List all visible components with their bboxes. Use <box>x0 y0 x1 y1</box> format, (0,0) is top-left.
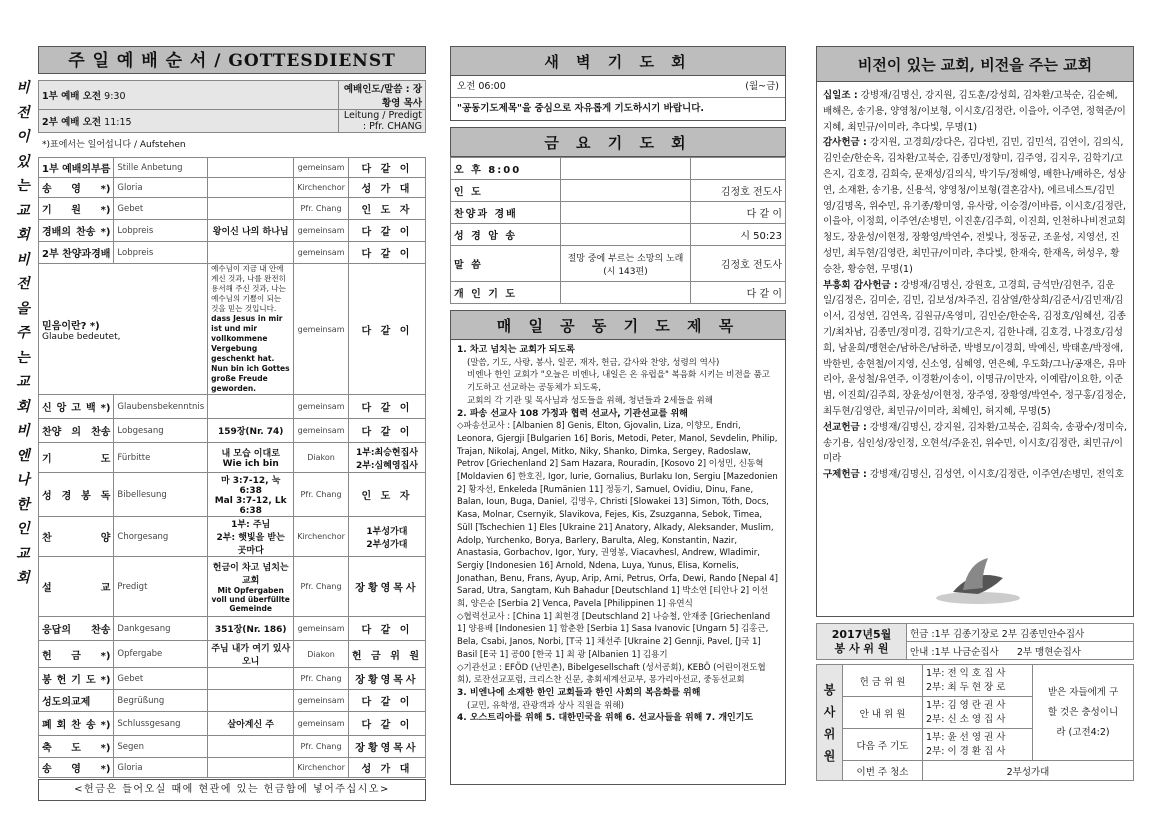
order-row <box>39 617 426 641</box>
friday-table <box>450 157 786 304</box>
order-de: Glaubensbekenntnis <box>114 395 208 419</box>
order-de: Dankgesang <box>114 617 208 641</box>
offering-notice: <헌금은 들어오실 때에 현관에 있는 헌금함에 넣어주십시오> <box>38 779 426 801</box>
order-who: gemeinsam <box>294 617 349 641</box>
order-person: 다 같 이 <box>348 712 425 736</box>
faith-text: 예수님이 지금 내 안에 계신 것과, 나를 완전히 용서해 주신 것과, 나는 예수님의 기쁨이 되는 것을 믿는 것입니다. dass Jesus in mir ist und mir vollkommene Vergebung geschenkt hat. Nun bin ich Gottes große Freude geworden. <box>208 264 294 395</box>
order-content <box>208 736 294 758</box>
order-name: 찬 양 <box>39 517 114 557</box>
worship-order <box>38 46 426 801</box>
motto-char: 교 <box>16 545 30 562</box>
order-de: Gebet <box>114 668 208 690</box>
order-table <box>38 157 426 778</box>
order-row <box>39 242 426 264</box>
order-row <box>39 220 426 242</box>
motto-char: 는 <box>16 178 30 194</box>
order-who: Pfr. Chang <box>294 198 349 220</box>
order-who: Diakon <box>294 641 349 668</box>
order-who: gemeinsam <box>294 242 349 264</box>
service-side-label: 봉 사 위 원 <box>817 665 843 781</box>
friday-person <box>691 158 786 180</box>
order-row <box>39 668 426 690</box>
order-who: Pfr. Chang <box>294 668 349 690</box>
order-content <box>208 198 294 220</box>
order-content: 내 모습 이대로 Wie ich bin <box>208 443 294 473</box>
order-de: Stille Anbetung <box>114 158 208 178</box>
motto-char: 한 <box>16 496 30 513</box>
order-name: 1부 예배의부름 <box>39 158 114 178</box>
order-de: Chorgesang <box>114 517 208 557</box>
order-person: 장황영목사 <box>348 736 425 758</box>
order-content <box>208 178 294 198</box>
friday-label: 성 경 암 송 <box>451 224 561 246</box>
order-person: 인 도 자 <box>348 473 425 517</box>
order-person: 성 가 대 <box>348 758 425 778</box>
order-name: 기 도 <box>39 443 114 473</box>
order-content <box>208 668 294 690</box>
prayer-list: 1. 차고 넘치는 교회가 되도록 (말씀, 기도, 사랑, 봉사, 일꾼, 재자, 헌금, 감사와 찬양, 성령의 역사) 비엔나 한인 교회가 "오늘은 비엔나, 내일은 온 유럽을" 복음화 시키는 비전을 품고 기도하고 선교하는 공동체가 되도록, 교회의 각 기관 및 목사님과 성도들을 위해, 청년들과 2세들을 위해 2. 파송 선교사 108 가정과 협력 선교사, 기관선교를 위해 ◇파송선교사 : [Albanien 8] Genis, Elton, Gjovalin, Liza, 이향모, Endri, Leonora, Gjergji [Bulgarien 16] Boris, Metodi, Peter, Manol, Sevdelin, Philip, Trajan, Nikolaj, Angel, Mitko, Niky, Shanko, Dimka, Sergey, Radoslaw, Petrov [Griechenland 2] Sam Hazara, Rouradin, [Kosovo 2] 이성민, 신동혁 [Moldavien 6] 한호진, Igor, lurie, Gornalius, Burlaku Ion, Sergiu [Mazedonien 2] 황자선, Enkeleda [Rumänien 11] 정동기, Samuel, Ovidiu, Dinu, Fane, Balan, Ioun, Buga, Daniel, 김명우, Christi [Slowakei 13] Simon, Tóth, Docs, Kasa, Molnar, Csernyik, Slavikova, Fejes, Kis, Zsuzganna, Sebok, Timea, Süll [Tschechien 1] Eles [Ukraine 21] Anatory, Alkady, Aleksander, Muslim, Adolp, Yurchenko, Borya, Barlery, Barulta, Aleg, Konstantin, Nazir, Anastasia, Gorbachov, Igor, Yury, 권영봉, Viacavhesl, Andrew, Wladimir, Sergiy [Indonesien 16] Arnold, Ndena, Luya, Yunus, Elisa, Kornelis, Jonathan, Benu, Frans, Ayup, Arip, Arni, Petrus, Orfa, Dewi, Rando [Nepal 4] Sarad, Utra, Sangtam, Kuh Bahadur [Deutschland 1] 박소연 [티안나 2] 이선희, 양은순 [Serbia 2] Venca, Pavela [Philippinen 1] 유연식 ◇협력선교사 : [China 1] 최현경 [Deutschland 2] 나승철, 안재중 [Griechenland 1] 양용배 [Indonesien 1] 함춘환 [Serbia 1] Sasa Ivanovic [Ungarn 5] 김홍근, Bela, Csabi, Janos, Norbi, [T국 1] 채선주 [Ukraine 2] Gennji, Pavel, [J국 1] Basil [E국 1] 공00 [한국 1] 최 광 [Albanien 1] 김용기 ◇기관선교 : EFÖD (난민촌), Bibelgesellschaft (성서공회), KEBÖ (어린이전도협회), 로잔선교포럼, 크리스찬 신문, 총회세계선교부, 몽가리아선교, 중동선교회 3. 비엔나에 소재한 한인 교회들과 한인 사회의 복음화를 위해 (교민, 유학생, 관광객과 상사 직원을 위해) 4. 오스트리아를 위해 5. 대한민국을 위해 6. 선교사들을 위해 7. 개인기도 <box>450 340 786 785</box>
service-verse: 받은 자들에게 구할 것은 충성이니라 (고전4:2) <box>1033 665 1134 761</box>
order-de: Schlussgesang <box>114 712 208 736</box>
offering-list: 십일조 : 강병재/김명신, 강지원, 김도훈/강성희, 김차환/고북순, 김순혜, 배해은, 송기용, 양영청/이보형, 이시호/김정란, 이을아, 이주연, 정혁준/이지혜, 최민규/이미라, 추다빛, 무명(1) 감사헌금 : 강지원, 고경희/강다은, 김다빈, 김민, 김민석, 김연이, 김의식, 김인순/한순옥, 김차환/고북순, 김종민/정향미, 김주영, 김지우, 김학기/고은지, 김호경, 김희숙, 문채성/김의식, 박기두/정해영, 배한나/배하은, 성상연, 소재환, 송기용, 신용석, 양영청/이보형(결혼감사), 에르네스트/김민영/김명옥, 위수민, 유기종/황미영, 유사랑, 이승경/이바름, 이시호/김정란, 이을아, 이정희, 이주연/손병민, 이진훈/김주희, 이진희, 인천하나비전교회청도, 장윤성/이현정, 장황영/박연수, 전빛나, 정동균, 조윤성, 지영선, 진성민, 최두현/김영란, 최민규/이미라, 추다빛, 한재숙, 한재옥, 허성우, 황승찬, 황승현, 무명(1) 부흥회 감사헌금 : 강병재/김명신, 강원호, 고경희, 금석만/김현주, 김운일/김정은, 김미순, 김민, 김보성/차주진, 김삼열/한상희/김준서/김민재/김이서, 김성연, 김연옥, 김원규/옥영미, 김인순/한순옥, 김정호/임혜선, 김종기/최차남, 김종민/정미경, 김학기/고은지, 김한나래, 김호경, 나경호/김성희, 남윤희/맹현순/남하은/남하준, 박병모/이경희, 박예신, 박태훈/박정애, 박한빈, 송현철/이지영, 신소영, 심혜영, 연은혜, 우도화/그나/공재은, 유마리아, 윤성철/유연주, 이경환/이송이, 이명규/이만자, 이예람/이요한, 이준범, 이진희/김주희, 장윤성/이현정, 장주영, 장황영/박연수, 정구홍/김정순, 최두현/김영란, 최민규/이미라, 최혜인, 허지혜, 무명(5) 선교헌금 : 강병재/김명신, 강지원, 김차환/고북순, 김희숙, 송광수/정미숙, 송기용, 심인성/장인정, 오현석/주윤진, 위수민, 이시호/김정란, 최민규/이미라 구제헌금 : 강병재/김명신, 김성연, 이시호/김정란, 이주연/손병민, 전익호 <box>816 82 1134 617</box>
order-name: 응답의 찬송 <box>39 617 114 641</box>
order-person: 성 가 대 <box>348 178 425 198</box>
order-content: 헌금이 차고 넘치는 교회 Mit Opfergaben voll und überfüllte Gemeinde <box>208 557 294 617</box>
motto-char: 회 <box>16 570 30 586</box>
order-who: Kirchenchor <box>294 758 349 778</box>
order-name: 기 원 *) <box>39 198 114 220</box>
order-row <box>39 517 426 557</box>
order-who: gemeinsam <box>294 419 349 443</box>
order-de: Segen <box>114 736 208 758</box>
order-name: 송 영 *) <box>39 178 114 198</box>
order-content: 살아계신 주 <box>208 712 294 736</box>
order-who: gemeinsam <box>294 158 349 178</box>
bird-illustration <box>933 548 1023 608</box>
order-row <box>39 419 426 443</box>
prayer-title: 매 일 공 동 기 도 제 목 <box>450 310 786 340</box>
friday-label: 개 인 기 도 <box>451 282 561 304</box>
friday-label: 찬양과 경배 <box>451 202 561 224</box>
order-content <box>208 242 294 264</box>
order-name: 설 교 <box>39 557 114 617</box>
order-person: 인 도 자 <box>348 198 425 220</box>
order-who: gemeinsam <box>294 395 349 419</box>
friday-label: 오 후 8:00 <box>451 158 561 180</box>
order-who: Pfr. Chang <box>294 736 349 758</box>
order-content: 주님 내가 여기 있사오니 <box>208 641 294 668</box>
order-content: 159장(Nr. 74) <box>208 419 294 443</box>
motto-char: 인 <box>16 521 30 537</box>
friday-row <box>451 246 786 282</box>
order-row <box>39 158 426 178</box>
order-person: 다 같 이 <box>348 690 425 712</box>
friday-person: 김정호 전도사 <box>691 246 786 282</box>
offering-title: 비전이 있는 교회, 비전을 주는 교회 <box>816 46 1134 82</box>
order-content: 마 3:7-12, 눅 6:38 Mal 3:7-12, Lk 6:38 <box>208 473 294 517</box>
order-content: 1부: 주님 2부: 햇빛을 받는 곳마다 <box>208 517 294 557</box>
friday-content <box>561 202 691 224</box>
order-who: Kirchenchor <box>294 178 349 198</box>
order-name: 찬양 의 찬송 <box>39 419 114 443</box>
order-person: 다 같 이 <box>348 242 425 264</box>
friday-row <box>451 180 786 202</box>
motto-char: 회 <box>16 398 30 415</box>
order-de: Lobpreis <box>114 242 208 264</box>
order-de: Gloria <box>114 178 208 198</box>
order-who: Diakon <box>294 443 349 473</box>
friday-content <box>561 158 691 180</box>
prayer-column <box>450 46 786 785</box>
friday-title: 금 요 기 도 회 <box>450 127 786 157</box>
order-name: 성 경 봉 독 <box>39 473 114 517</box>
order-who: Kirchenchor <box>294 517 349 557</box>
order-content: 왕이신 나의 하나님 <box>208 220 294 242</box>
friday-person: 김정호 전도사 <box>691 180 786 202</box>
order-person: 다 같 이 <box>348 419 425 443</box>
order-who: Pfr. Chang <box>294 557 349 617</box>
order-name: 성도의교제 <box>39 690 114 712</box>
order-de: Predigt <box>114 557 208 617</box>
vertical-motto <box>14 80 32 586</box>
motto-char: 을 <box>16 300 30 317</box>
order-content <box>208 690 294 712</box>
order-who: gemeinsam <box>294 220 349 242</box>
order-content <box>208 158 294 178</box>
friday-content: 절망 중에 부르는 소망의 노래 (시 143편) <box>561 246 691 282</box>
order-name: 봉 헌 기 도 *) <box>39 668 114 690</box>
service-times: 1부 예배 오전 9:30 예배인도/말씀 : 장황영 목사 2부 예배 오전 11:15 Leitung / Predigt : Pfr. CHANG <box>38 80 426 133</box>
friday-person: 다 같 이 <box>691 282 786 304</box>
order-row <box>39 473 426 517</box>
order-row <box>39 178 426 198</box>
order-person: 1부:최승현집사 2부:심혜영집사 <box>348 443 425 473</box>
order-de: Gebet <box>114 198 208 220</box>
order-row <box>39 443 426 473</box>
order-row <box>39 690 426 712</box>
motto-char: 주 <box>16 325 30 341</box>
order-row <box>39 712 426 736</box>
offering-column <box>816 46 1134 781</box>
friday-content <box>561 224 691 246</box>
faith-label: 믿음이란? *) Glaube bedeutet, <box>39 264 208 395</box>
order-who: Pfr. Chang <box>294 473 349 517</box>
friday-row <box>451 282 786 304</box>
order-content <box>208 395 294 419</box>
order-name: 신 앙 고 백 *) <box>39 395 114 419</box>
motto-char: 비 <box>16 251 30 268</box>
order-row <box>39 395 426 419</box>
order-name: 경배의 찬송 *) <box>39 220 114 242</box>
dawn-box: 오전 06:00 (월~금) "공동기도제목"을 중심으로 자유롭게 기도하시기 바랍니다. <box>450 76 786 121</box>
order-row <box>39 198 426 220</box>
order-person: 1부성가대 2부성가대 <box>348 517 425 557</box>
order-de: Lobpreis <box>114 220 208 242</box>
dawn-title: 새 벽 기 도 회 <box>450 46 786 76</box>
motto-char: 전 <box>16 104 30 121</box>
friday-row <box>451 202 786 224</box>
motto-char: 회 <box>16 227 30 243</box>
motto-char: 비 <box>16 423 30 439</box>
order-name: 헌 금 *) <box>39 641 114 668</box>
order-person: 헌 금 위 원 <box>348 641 425 668</box>
motto-char: 나 <box>16 472 30 488</box>
order-who: gemeinsam <box>294 690 349 712</box>
order-person: 다 같 이 <box>348 158 425 178</box>
order-row <box>39 557 426 617</box>
service-header: 2017년5월 봉 사 위 원 헌금 :1부 김종기장로 2부 김종민안수집사 안내 :1부 나금순집사 2부 맹현순집사 <box>816 623 1134 660</box>
order-person: 다 같 이 <box>348 617 425 641</box>
friday-label: 인 도 <box>451 180 561 202</box>
order-de: Begrüßung <box>114 690 208 712</box>
friday-row <box>451 158 786 180</box>
order-de: Opfergabe <box>114 641 208 668</box>
friday-content <box>561 282 691 304</box>
order-name: 2부 찬양과경배 <box>39 242 114 264</box>
order-name: 축 도 *) <box>39 736 114 758</box>
order-person: 장황영목사 <box>348 668 425 690</box>
friday-person: 시 50:23 <box>691 224 786 246</box>
order-row <box>39 758 426 778</box>
stand-note: *)표에서는 일어섭니다 / Aufstehen <box>42 140 186 150</box>
friday-label: 말 씀 <box>451 246 561 282</box>
order-person: 장황영목사 <box>348 557 425 617</box>
motto-char: 이 <box>16 129 30 145</box>
motto-char: 전 <box>16 276 30 292</box>
service-table: 봉 사 위 원 헌 금 위 원 1부: 전 익 호 집 사 2부: 최 두 현 장 로 받은 자들에게 구할 것은 충성이니라 (고전4:2) 안 내 위 원 1부: 김 영 란 권 사 2부: 신 소 영 집 사 다음 주 기도 1부: 윤 선 영 권 사 2부: 이 경 환 집 사 이번 주 청소 2부성가대 <box>816 664 1134 781</box>
order-person: 다 같 이 <box>348 395 425 419</box>
order-row <box>39 641 426 668</box>
friday-person: 다 같 이 <box>691 202 786 224</box>
order-person: 다 같 이 <box>348 220 425 242</box>
order-de: Fürbitte <box>114 443 208 473</box>
motto-char: 비 <box>16 80 30 96</box>
order-de: Gloria <box>114 758 208 778</box>
order-who: gemeinsam <box>294 712 349 736</box>
order-de: Bibellesung <box>114 473 208 517</box>
order-name: 송 영 *) <box>39 758 114 778</box>
motto-char: 교 <box>16 202 30 219</box>
worship-title: 주 일 예 배 순 서 / GOTTESDIENST <box>38 46 426 74</box>
friday-content <box>561 180 691 202</box>
order-name: 폐 회 찬 송 *) <box>39 712 114 736</box>
motto-char: 엔 <box>16 447 30 464</box>
friday-row <box>451 224 786 246</box>
order-de: Lobgesang <box>114 419 208 443</box>
order-row: 믿음이란? *) Glaube bedeutet, 예수님이 지금 내 안에 계신 것과, 나를 완전히 용서해 주신 것과, 나는 예수님의 기쁨이 되는 것을 믿는 것입니다. dass Jesus in mir ist und mir vollkommene Vergebung geschenkt hat. Nun bin ich Gottes große Freude geworden. gemeinsam 다 같 이 <box>39 264 426 395</box>
order-content <box>208 758 294 778</box>
motto-char: 는 <box>16 349 30 366</box>
order-row <box>39 736 426 758</box>
order-content: 351장(Nr. 186) <box>208 617 294 641</box>
motto-char: 있 <box>16 153 30 170</box>
motto-char: 교 <box>16 374 30 390</box>
